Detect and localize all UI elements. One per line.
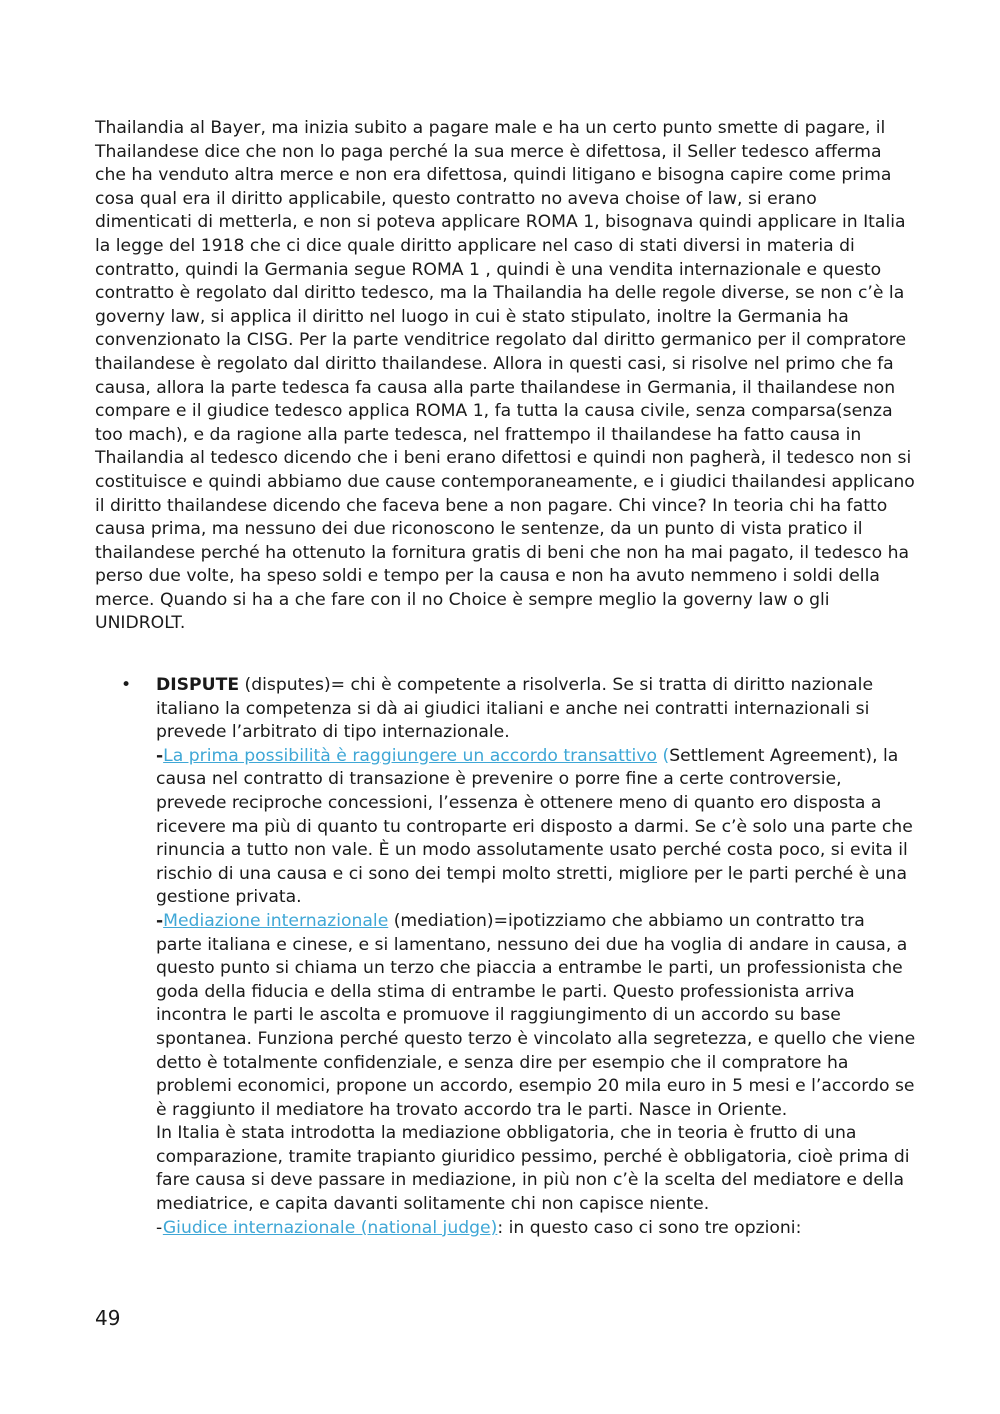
settlement-dash: - xyxy=(156,745,164,766)
settlement-text: Settlement Agreement), la causa nel contratto di transazione è prevenire o porre fine a certe controversie, prevede reciproche concessioni, l’essenza è ottenere meno di quanto ero disposta a ricevere ma più di quanto tu controparte eri disposto a darmi. Se c’è solo una parte che rinuncia a tutto non vale. È un modo assolutamente usato perché costa poco, si evita il rischio di una causa e ci sono dei tempi molto stretti, migliore per le parti perché è una gestione privata. xyxy=(156,745,913,908)
settlement-paren: ( xyxy=(657,745,670,766)
settlement-link[interactable]: La prima possibilità è raggiungere un accordo transattivo xyxy=(163,745,658,766)
mediation-dash: - xyxy=(156,910,164,931)
mediation-link[interactable]: Mediazione internazionale xyxy=(163,910,389,931)
mediation-paragraph xyxy=(156,910,916,1122)
italy-paragraph: In Italia è stata introdotta la mediazione obbligatoria, che in teoria è frutto di una comparazione, tramite trapianto giuridico pessimo, perché è obbligatoria, cioè prima di fare causa si deve passare in mediazione, in più non c’è la scelta del mediatore e della mediatrice, e capita davanti solitamente chi non capisce niente. xyxy=(156,1123,910,1215)
page-number: 49 xyxy=(95,1306,121,1330)
judge-text: : in questo caso ci sono tre opzioni: xyxy=(497,1217,802,1238)
body-paragraph: Thailandia al Bayer, ma inizia subito a pagare male e ha un certo punto smette di pagare, il Thailandese dice che non lo paga perché la sua merce è difettosa, il Seller tedesco afferma che ha venduto altra merce e non era difettosa, quindi litigano e bisogna capire come prima cosa qual era il diritto applicabile, questo contratto no aveva choise of law, si erano dimenticati di metterla, e non si poteva applicare ROMA 1, bisognava quindi applicare in Italia la legge del 1918 che ci dice quale diritto applicare nel caso di stati diversi in materia di contratto, quindi la Germania segue ROMA 1 , quindi è una vendita internazionale e questo contratto è regolato dal diritto tedesco, ma la Thailandia ha delle regole diverse, se non c’è la governy law, si applica il diritto nel luogo in cui è stato stipulato, inoltre la Germania ha convenzionato la CISG. Per la parte venditrice regolato dal diritto germanico per il compratore thailandese è regolato dal diritto thailandese. Allora in questi casi, si risolve nel primo che fa causa, allora la parte tedesca fa causa alla parte thailandese in Germania, il thailandese non compare e il giudice tedesco applica ROMA 1, fa tutta la causa civile, senza comparsa(senza too mach), e da ragione alla parte tedesca, nel frattempo il thailandese ha fatto causa in Thailandia al tedesco dicendo che i beni erano difettosi e quindi non pagherà, il tedesco non si costituisce e quindi abbiamo due cause contemporaneamente, e i giudici thailandesi applicano il diritto thailandese dicendo che faceva bene a non pagare. Chi vince? In teoria chi ha fatto causa prima, ma nessuno dei due riconoscono le sentenze, da un punto di vista pratico il thailandese perché ha ottenuto la fornitura gratis di beni che non ha mai pagato, il tedesco ha perso due volte, ha speso soldi e tempo per la causa e non ha avuto nemmeno i soldi della merce. Quando si ha a che fare con il no Choice è sempre meglio la governy law o gli UNIDROLT. xyxy=(95,118,915,634)
judge-paragraph xyxy=(156,1217,916,1241)
bullet-marker: • xyxy=(121,675,132,695)
judge-dash: - xyxy=(156,1217,163,1238)
dispute-intro-text: (disputes)= chi è competente a risolverla. Se si tratta di diritto nazionale italiano la competenza si dà ai giudici italiani e anche nei contratti internazionali si prevede l’arbitrato di tipo internazionale. xyxy=(156,675,874,743)
judge-link[interactable]: Giudice internazionale (national judge) xyxy=(162,1217,498,1238)
dispute-title: DISPUTE xyxy=(156,675,240,695)
mediation-text: (mediation)=ipotizziamo che abbiamo un contratto tra parte italiana e cinese, e si lamentano, nessuno dei due ha voglia di andare in causa, a questo punto si chiama un terzo che piaccia a entrambe le parti, un professionista che goda della fiducia e della stima di entrambe le parti. Questo professionista arriva incontra le parti le ascolta e promuove il raggiungimento di un accordo su base spontanea. Funziona perché questo terzo è vincolato alla segretezza, e quello che viene detto è totalmente confidenziale, e senza dire per esempio che il compratore ha problemi economici, propone un accordo, esempio 20 mila euro in 5 mesi e l’accordo se è raggiunto il mediatore ha trovato accordo tra le parti. Nasce in Oriente. xyxy=(156,910,916,1120)
settlement-paragraph xyxy=(156,745,916,910)
dispute-intro xyxy=(156,674,916,745)
dispute-bullet-item xyxy=(156,674,916,1240)
